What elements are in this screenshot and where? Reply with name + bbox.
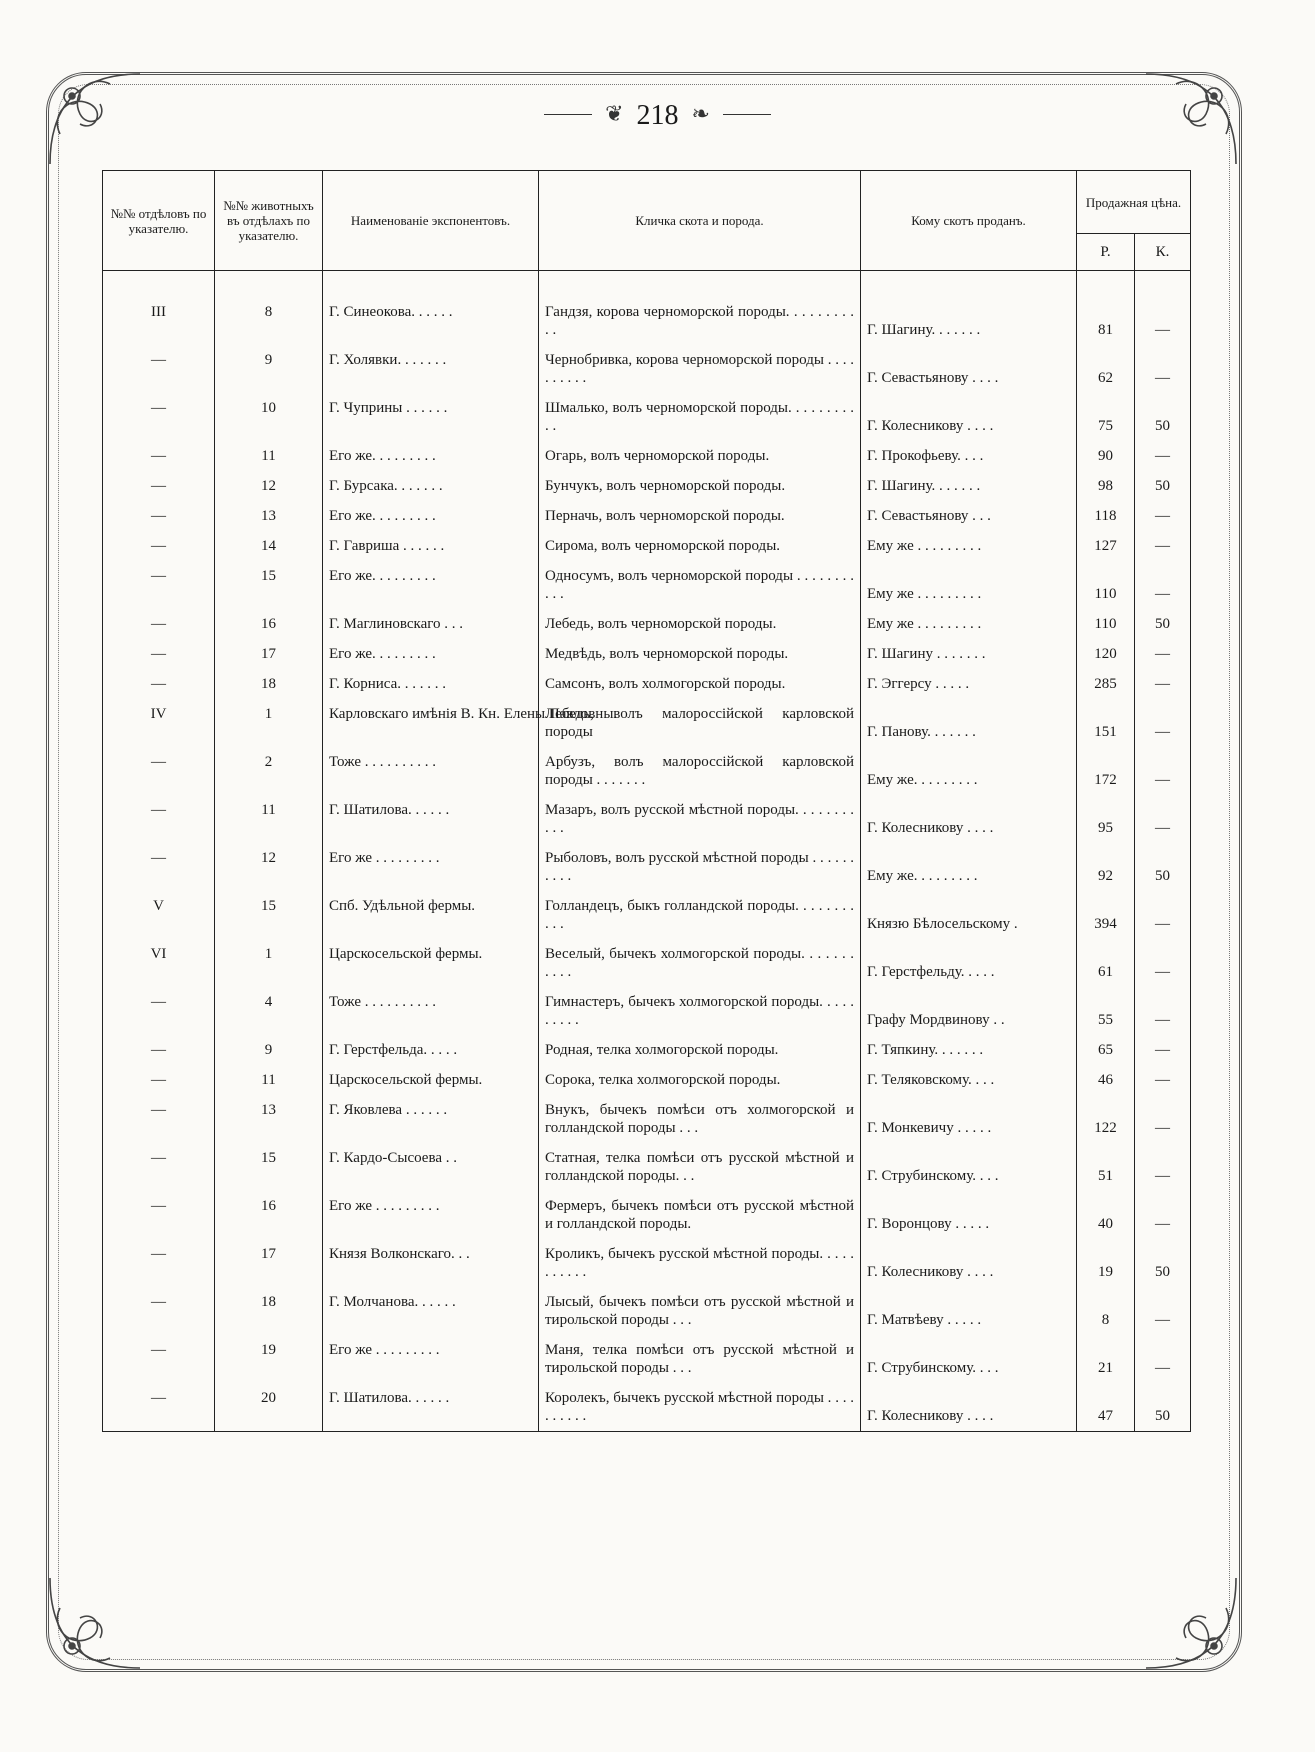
table-row [103,1095,1191,1143]
row-rubles: 151 [1077,699,1135,747]
row-section: — [103,1035,215,1065]
row-exhibitor: Карловскаго имѣнія В. Кн. Елены Павловны. [323,699,539,747]
table-row [103,669,1191,699]
row-buyer: Г. Струбинскому. . . . [861,1143,1077,1191]
row-kopecks: — [1135,531,1191,561]
row-rubles: 21 [1077,1335,1135,1383]
row-section: — [103,609,215,639]
row-rubles: 65 [1077,1035,1135,1065]
row-rubles: 46 [1077,1065,1135,1095]
row-buyer: Ему же . . . . . . . . . [861,609,1077,639]
row-animal-number: 8 [215,297,323,345]
row-section: III [103,297,215,345]
row-kopecks: — [1135,795,1191,843]
row-rubles: 8 [1077,1287,1135,1335]
row-section: — [103,639,215,669]
row-animal-number: 12 [215,843,323,891]
row-kopecks: — [1135,891,1191,939]
row-animal-number: 18 [215,1287,323,1335]
row-animal-number: 11 [215,795,323,843]
row-name-breed: Чернобривка, корова черноморской породы . . . . . . . . . . [539,345,861,393]
row-animal-number: 15 [215,561,323,609]
row-rubles: 394 [1077,891,1135,939]
page-number: 218 [636,100,679,131]
sales-table [102,170,1191,1432]
row-name-breed: Рыболовъ, волъ русской мѣстной породы . . . . . . . . . . [539,843,861,891]
row-kopecks: — [1135,1095,1191,1143]
table-row [103,843,1191,891]
row-exhibitor: Его же . . . . . . . . . [323,1191,539,1239]
row-rubles: 61 [1077,939,1135,987]
row-name-breed: Фермеръ, бычекъ помѣси отъ русской мѣстной и голландской породы. [539,1191,861,1239]
table-row [103,1287,1191,1335]
row-section: VI [103,939,215,987]
row-kopecks: — [1135,939,1191,987]
row-name-breed: Статная, телка помѣси отъ русской мѣстной и голландской породы. . . [539,1143,861,1191]
row-rubles: 95 [1077,795,1135,843]
row-animal-number: 15 [215,1143,323,1191]
row-section: — [103,1095,215,1143]
row-rubles: 90 [1077,441,1135,471]
row-buyer: Ему же. . . . . . . . . [861,747,1077,795]
row-buyer: Ему же . . . . . . . . . [861,561,1077,609]
table-row [103,891,1191,939]
row-rubles: 81 [1077,297,1135,345]
row-animal-number: 1 [215,699,323,747]
row-section: — [103,441,215,471]
table-row [103,501,1191,531]
page-header [0,100,1315,132]
row-animal-number: 20 [215,1383,323,1432]
row-section: — [103,1239,215,1287]
table-row [103,441,1191,471]
row-exhibitor: Г. Шатилова. . . . . . [323,1383,539,1432]
header-animal-number: №№ животныхъ въ отдѣлахъ по указателю. [215,171,323,271]
row-section: — [103,345,215,393]
row-exhibitor: Г. Герстфельда. . . . . [323,1035,539,1065]
row-buyer: Г. Шагину. . . . . . . [861,297,1077,345]
row-exhibitor: Г. Корниса. . . . . . . [323,669,539,699]
row-name-breed: Голландецъ, быкъ голландской породы. . . . . . . . . . . [539,891,861,939]
row-name-breed: Бунчукъ, волъ черноморской породы. [539,471,861,501]
row-animal-number: 16 [215,1191,323,1239]
row-kopecks: 50 [1135,609,1191,639]
row-kopecks: — [1135,639,1191,669]
row-exhibitor: Г. Холявки. . . . . . . [323,345,539,393]
header-kopecks: К. [1135,234,1191,271]
corner-ornament-icon [40,1568,150,1678]
row-name-breed: Лысый, бычекъ помѣси отъ русской мѣстной и тирольской породы . . . [539,1287,861,1335]
row-buyer: Г. Герстфельду. . . . . [861,939,1077,987]
table-row [103,471,1191,501]
row-name-breed: Родная, телка холмогорской породы. [539,1035,861,1065]
row-section: — [103,795,215,843]
row-rubles: 51 [1077,1143,1135,1191]
row-buyer: Г. Колесникову . . . . [861,795,1077,843]
table-row [103,699,1191,747]
row-buyer: Ему же . . . . . . . . . [861,531,1077,561]
row-exhibitor: Его же . . . . . . . . . [323,843,539,891]
row-rubles: 118 [1077,501,1135,531]
scroll-ornament-icon: ❦ [605,101,624,126]
row-name-breed: Лебедь, волъ малороссійской карловской породы [539,699,861,747]
table-row [103,531,1191,561]
row-name-breed: Односумъ, волъ черноморской породы . . . . . . . . . . . [539,561,861,609]
row-rubles: 285 [1077,669,1135,699]
row-animal-number: 16 [215,609,323,639]
rule-right [723,114,771,115]
row-section: — [103,471,215,501]
table-row [103,1335,1191,1383]
row-rubles: 40 [1077,1191,1135,1239]
row-section: IV [103,699,215,747]
row-section: — [103,1335,215,1383]
table-row [103,345,1191,393]
row-section: — [103,393,215,441]
row-kopecks: 50 [1135,1239,1191,1287]
row-exhibitor: Его же. . . . . . . . . [323,561,539,609]
row-kopecks: — [1135,345,1191,393]
row-name-breed: Самсонъ, волъ холмогорской породы. [539,669,861,699]
row-section: — [103,987,215,1035]
row-animal-number: 19 [215,1335,323,1383]
row-buyer: Г. Севастьянову . . . . [861,345,1077,393]
row-name-breed: Внукъ, бычекъ помѣси отъ холмогорской и голландской породы . . . [539,1095,861,1143]
row-section: — [103,1065,215,1095]
row-rubles: 172 [1077,747,1135,795]
header-section: №№ отдѣловъ по указателю. [103,171,215,271]
row-rubles: 55 [1077,987,1135,1035]
row-buyer: Г. Прокофьеву. . . . [861,441,1077,471]
row-name-breed: Огарь, волъ черноморской породы. [539,441,861,471]
header-price: Продажная цѣна. [1077,171,1191,234]
row-rubles: 110 [1077,561,1135,609]
row-buyer: Г. Севастьянову . . . [861,501,1077,531]
rule-left [544,114,592,115]
row-section: — [103,501,215,531]
row-section: — [103,1287,215,1335]
row-buyer: Князю Бѣлосельскому . [861,891,1077,939]
row-animal-number: 11 [215,441,323,471]
row-animal-number: 9 [215,1035,323,1065]
row-exhibitor: Г. Яковлева . . . . . . [323,1095,539,1143]
row-exhibitor: Его же . . . . . . . . . [323,1335,539,1383]
row-kopecks: — [1135,699,1191,747]
row-name-breed: Гимнастеръ, бычекъ холмогорской породы. . . . . . . . . . [539,987,861,1035]
row-kopecks: — [1135,987,1191,1035]
row-kopecks: — [1135,501,1191,531]
row-exhibitor: Г. Синеокова. . . . . . [323,297,539,345]
table-row [103,1143,1191,1191]
row-exhibitor: Г. Маглиновскаго . . . [323,609,539,639]
row-animal-number: 14 [215,531,323,561]
row-kopecks: — [1135,1335,1191,1383]
table-row [103,1191,1191,1239]
row-buyer: Ему же. . . . . . . . . [861,843,1077,891]
row-rubles: 110 [1077,609,1135,639]
row-name-breed: Перначь, волъ черноморской породы. [539,501,861,531]
row-buyer: Г. Колесникову . . . . [861,1383,1077,1432]
row-rubles: 75 [1077,393,1135,441]
row-exhibitor: Г. Шатилова. . . . . . [323,795,539,843]
row-animal-number: 13 [215,1095,323,1143]
row-name-breed: Мазаръ, волъ русской мѣстной породы. . . . . . . . . . . [539,795,861,843]
row-name-breed: Сирома, волъ черноморской породы. [539,531,861,561]
table-row [103,987,1191,1035]
row-name-breed: Маня, телка помѣси отъ русской мѣстной и тирольской породы . . . [539,1335,861,1383]
row-animal-number: 4 [215,987,323,1035]
table-row [103,393,1191,441]
row-exhibitor: Его же. . . . . . . . . [323,501,539,531]
row-rubles: 62 [1077,345,1135,393]
row-exhibitor: Г. Гавриша . . . . . . [323,531,539,561]
row-section: — [103,747,215,795]
header-exhibitor: Наименованіе экспонентовъ. [323,171,539,271]
row-buyer: Г. Воронцову . . . . . [861,1191,1077,1239]
row-buyer: Г. Колесникову . . . . [861,393,1077,441]
row-kopecks: 50 [1135,843,1191,891]
row-kopecks: — [1135,561,1191,609]
row-animal-number: 17 [215,1239,323,1287]
row-animal-number: 10 [215,393,323,441]
row-name-breed: Шмалько, волъ черноморской породы. . . . . . . . . . . [539,393,861,441]
table-row [103,297,1191,345]
row-name-breed: Медвѣдь, волъ черноморской породы. [539,639,861,669]
row-exhibitor: Князя Волконскаго. . . [323,1239,539,1287]
row-buyer: Г. Струбинскому. . . . [861,1335,1077,1383]
row-buyer: Г. Теляковскому. . . . [861,1065,1077,1095]
header-name-breed: Кличка скота и порода. [539,171,861,271]
row-animal-number: 9 [215,345,323,393]
row-section: — [103,843,215,891]
row-exhibitor: Его же. . . . . . . . . [323,441,539,471]
table-row [103,747,1191,795]
row-kopecks: 50 [1135,471,1191,501]
row-exhibitor: Г. Бурсака. . . . . . . [323,471,539,501]
row-animal-number: 2 [215,747,323,795]
row-kopecks: — [1135,1065,1191,1095]
row-kopecks: — [1135,297,1191,345]
row-kopecks: — [1135,1191,1191,1239]
row-exhibitor: Царскосельской фермы. [323,1065,539,1095]
row-name-breed: Сорока, телка холмогорской породы. [539,1065,861,1095]
table-row [103,609,1191,639]
row-section: — [103,1191,215,1239]
row-exhibitor: Спб. Удѣльной фермы. [323,891,539,939]
row-animal-number: 17 [215,639,323,669]
row-animal-number: 18 [215,669,323,699]
row-section: — [103,1383,215,1432]
row-buyer: Г. Монкевичу . . . . . [861,1095,1077,1143]
table-row [103,1383,1191,1432]
header-rubles: Р. [1077,234,1135,271]
table-row [103,1065,1191,1095]
row-section: — [103,531,215,561]
row-name-breed: Веселый, бычекъ холмогорской породы. . . . . . . . . . . [539,939,861,987]
row-exhibitor: Его же. . . . . . . . . [323,639,539,669]
row-exhibitor: Тоже . . . . . . . . . . [323,987,539,1035]
row-animal-number: 15 [215,891,323,939]
row-name-breed: Лебедь, волъ черноморской породы. [539,609,861,639]
header-buyer: Кому скотъ проданъ. [861,171,1077,271]
table-row [103,561,1191,609]
scroll-ornament-icon: ❧ [691,101,710,126]
row-kopecks: — [1135,747,1191,795]
row-exhibitor: Г. Кардо-Сысоева . . [323,1143,539,1191]
row-name-breed: Королекъ, бычекъ русской мѣстной породы . . . . . . . . . . [539,1383,861,1432]
row-rubles: 92 [1077,843,1135,891]
table-body [103,271,1191,1432]
row-animal-number: 13 [215,501,323,531]
row-buyer: Графу Мордвинову . . [861,987,1077,1035]
row-rubles: 47 [1077,1383,1135,1432]
table-row [103,1239,1191,1287]
row-exhibitor: Тоже . . . . . . . . . . [323,747,539,795]
row-section: — [103,1143,215,1191]
row-rubles: 127 [1077,531,1135,561]
row-section: V [103,891,215,939]
row-section: — [103,669,215,699]
row-rubles: 122 [1077,1095,1135,1143]
row-animal-number: 11 [215,1065,323,1095]
row-rubles: 98 [1077,471,1135,501]
table-row [103,795,1191,843]
row-name-breed: Гандзя, корова черноморской породы. . . . . . . . . . . [539,297,861,345]
table-row [103,939,1191,987]
row-animal-number: 12 [215,471,323,501]
row-animal-number: 1 [215,939,323,987]
row-kopecks: — [1135,1287,1191,1335]
row-kopecks: 50 [1135,393,1191,441]
corner-ornament-icon [1136,1568,1246,1678]
row-name-breed: Арбузъ, волъ малороссійской карловской породы . . . . . . . [539,747,861,795]
row-rubles: 120 [1077,639,1135,669]
row-exhibitor: Царскосельской фермы. [323,939,539,987]
row-buyer: Г. Панову. . . . . . . [861,699,1077,747]
row-exhibitor: Г. Чуприны . . . . . . [323,393,539,441]
row-buyer: Г. Тяпкину. . . . . . . [861,1035,1077,1065]
row-buyer: Г. Матвѣеву . . . . . [861,1287,1077,1335]
row-buyer: Г. Шагину. . . . . . . [861,471,1077,501]
row-buyer: Г. Колесникову . . . . [861,1239,1077,1287]
row-buyer: Г. Шагину . . . . . . . [861,639,1077,669]
row-kopecks: — [1135,441,1191,471]
row-kopecks: — [1135,1143,1191,1191]
row-name-breed: Кроликъ, бычекъ русской мѣстной породы. . . . . . . . . . . [539,1239,861,1287]
row-kopecks: — [1135,669,1191,699]
table-row [103,639,1191,669]
row-rubles: 19 [1077,1239,1135,1287]
row-section: — [103,561,215,609]
row-kopecks: — [1135,1035,1191,1065]
row-exhibitor: Г. Молчанова. . . . . . [323,1287,539,1335]
row-buyer: Г. Эггерсу . . . . . [861,669,1077,699]
row-kopecks: 50 [1135,1383,1191,1432]
table-row [103,1035,1191,1065]
